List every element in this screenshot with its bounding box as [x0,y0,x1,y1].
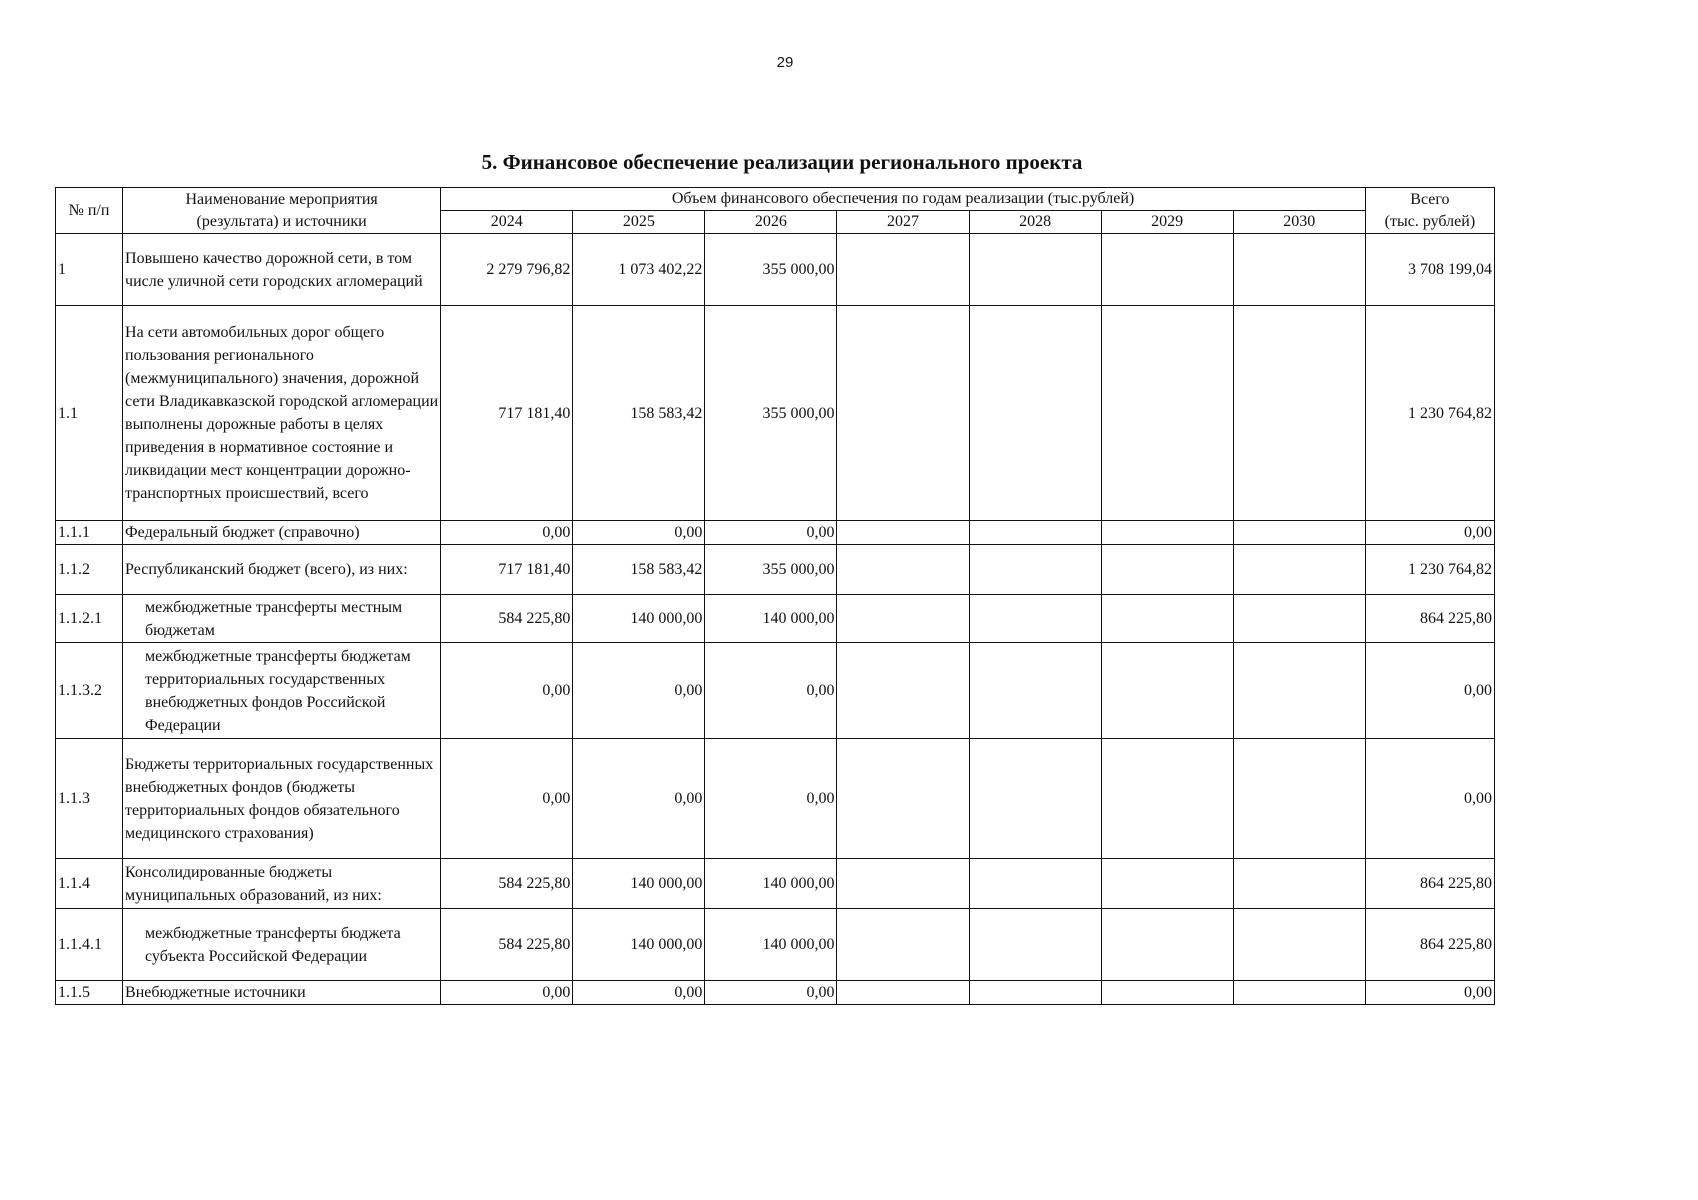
header-total-line1: Всего [1410,190,1450,208]
value-cell: 717 181,40 [441,306,573,521]
value-cell: 0,00 [573,521,705,545]
row-number: 1.1.1 [56,521,123,545]
row-name: Республиканский бюджет (всего), из них: [123,545,441,595]
value-cell [837,909,969,981]
row-number: 1.1 [56,306,123,521]
value-cell [1101,595,1233,643]
row-name: Внебюджетные источники [123,981,441,1005]
value-cell [1101,643,1233,739]
value-cell: 0,00 [705,981,837,1005]
value-cell [1233,521,1365,545]
total-cell: 0,00 [1365,739,1494,859]
header-year: 2026 [705,211,837,234]
row-name: Бюджеты территориальных государственных внебюджетных фондов (бюджеты территориальных фондов обязательного медицинского страхования) [123,739,441,859]
value-cell: 717 181,40 [441,545,573,595]
total-cell: 0,00 [1365,521,1494,545]
page-title: 5. Финансовое обеспечение реализации регионального проекта [481,150,1083,174]
value-cell: 140 000,00 [705,859,837,909]
value-cell: 0,00 [705,739,837,859]
value-cell: 140 000,00 [705,595,837,643]
value-cell [1101,981,1233,1005]
value-cell: 0,00 [573,643,705,739]
total-cell: 3 708 199,04 [1365,234,1494,306]
header-num: № п/п [56,188,123,234]
row-name: межбюджетные трансферты местным бюджетам [123,595,441,643]
value-cell [969,909,1101,981]
total-cell: 1 230 764,82 [1365,545,1494,595]
value-cell: 0,00 [441,643,573,739]
row-name: межбюджетные трансферты бюджета субъекта Российской Федерации [123,909,441,981]
value-cell: 2 279 796,82 [441,234,573,306]
table-row [56,643,1495,739]
row-name: Федеральный бюджет (справочно) [123,521,441,545]
row-number: 1.1.3 [56,739,123,859]
row-number: 1.1.5 [56,981,123,1005]
value-cell [969,234,1101,306]
value-cell [837,521,969,545]
row-name: На сети автомобильных дорог общего пользования регионального (межмуниципального) значения, дорожной сети Владикавказской городской агломерации выполнены дорожные работы в целях приведения в нормативное состояние и ликвидации мест концентрации дорожно-транспортных происшествий, всего [123,306,441,521]
total-cell: 0,00 [1365,981,1494,1005]
table-row [56,545,1495,595]
table-row [56,859,1495,909]
header-year: 2024 [441,211,573,234]
table-row [56,981,1495,1005]
header-total [1365,188,1494,234]
row-number: 1.1.2 [56,545,123,595]
value-cell: 0,00 [441,981,573,1005]
value-cell [837,859,969,909]
header-year: 2029 [1101,211,1233,234]
value-cell: 140 000,00 [573,595,705,643]
header-row-1 [56,188,1495,211]
value-cell: 1 073 402,22 [573,234,705,306]
value-cell [837,306,969,521]
row-number: 1 [56,234,123,306]
table-row [56,909,1495,981]
value-cell [969,306,1101,521]
value-cell [837,545,969,595]
value-cell [1101,234,1233,306]
row-name: Повышено качество дорожной сети, в том числе уличной сети городских агломераций [123,234,441,306]
value-cell [1233,545,1365,595]
value-cell [969,545,1101,595]
row-name: Консолидированные бюджеты муниципальных образований, из них: [123,859,441,909]
value-cell [1101,521,1233,545]
value-cell: 140 000,00 [573,909,705,981]
value-cell: 355 000,00 [705,234,837,306]
header-total-line2: (тыс. рублей) [1384,212,1476,230]
value-cell: 158 583,42 [573,306,705,521]
value-cell [1101,739,1233,859]
row-number: 1.1.3.2 [56,643,123,739]
header-name-line2: (результата) и источники [196,212,367,230]
value-cell [1101,909,1233,981]
value-cell: 584 225,80 [441,859,573,909]
value-cell [1233,739,1365,859]
table-row [56,595,1495,643]
value-cell: 158 583,42 [573,545,705,595]
value-cell [969,859,1101,909]
value-cell: 0,00 [705,521,837,545]
value-cell: 0,00 [573,981,705,1005]
value-cell [837,234,969,306]
value-cell [969,643,1101,739]
row-name: межбюджетные трансферты бюджетам территориальных государственных внебюджетных фондов Российской Федерации [123,643,441,739]
value-cell: 584 225,80 [441,909,573,981]
value-cell [1101,545,1233,595]
value-cell: 355 000,00 [705,306,837,521]
value-cell [969,595,1101,643]
total-cell: 864 225,80 [1365,909,1494,981]
value-cell [969,521,1101,545]
table-row [56,739,1495,859]
value-cell: 0,00 [441,739,573,859]
value-cell [837,643,969,739]
value-cell [837,739,969,859]
value-cell [1233,643,1365,739]
header-volume: Объем финансового обеспечения по годам реализации (тыс.рублей) [441,188,1366,211]
table-row [56,234,1495,306]
value-cell: 140 000,00 [573,859,705,909]
total-cell: 864 225,80 [1365,595,1494,643]
financing-table [55,187,1495,1005]
header-name [123,188,441,234]
header-year: 2027 [837,211,969,234]
value-cell [969,739,1101,859]
value-cell: 140 000,00 [705,909,837,981]
page-number: 29 [776,54,794,71]
header-year: 2028 [969,211,1101,234]
value-cell [837,595,969,643]
value-cell: 355 000,00 [705,545,837,595]
value-cell [969,981,1101,1005]
row-number: 1.1.4.1 [56,909,123,981]
header-name-line1: Наименование мероприятия [185,190,378,208]
value-cell [1101,859,1233,909]
value-cell: 0,00 [441,521,573,545]
value-cell [1101,306,1233,521]
total-cell: 864 225,80 [1365,859,1494,909]
table-row [56,521,1495,545]
header-year: 2030 [1233,211,1365,234]
value-cell: 0,00 [573,739,705,859]
value-cell: 0,00 [705,643,837,739]
total-cell: 1 230 764,82 [1365,306,1494,521]
row-number: 1.1.4 [56,859,123,909]
value-cell [1233,909,1365,981]
row-number: 1.1.2.1 [56,595,123,643]
table-row [56,306,1495,521]
value-cell [1233,595,1365,643]
header-year: 2025 [573,211,705,234]
value-cell [837,981,969,1005]
value-cell [1233,306,1365,521]
value-cell [1233,859,1365,909]
value-cell: 584 225,80 [441,595,573,643]
total-cell: 0,00 [1365,643,1494,739]
value-cell [1233,981,1365,1005]
value-cell [1233,234,1365,306]
